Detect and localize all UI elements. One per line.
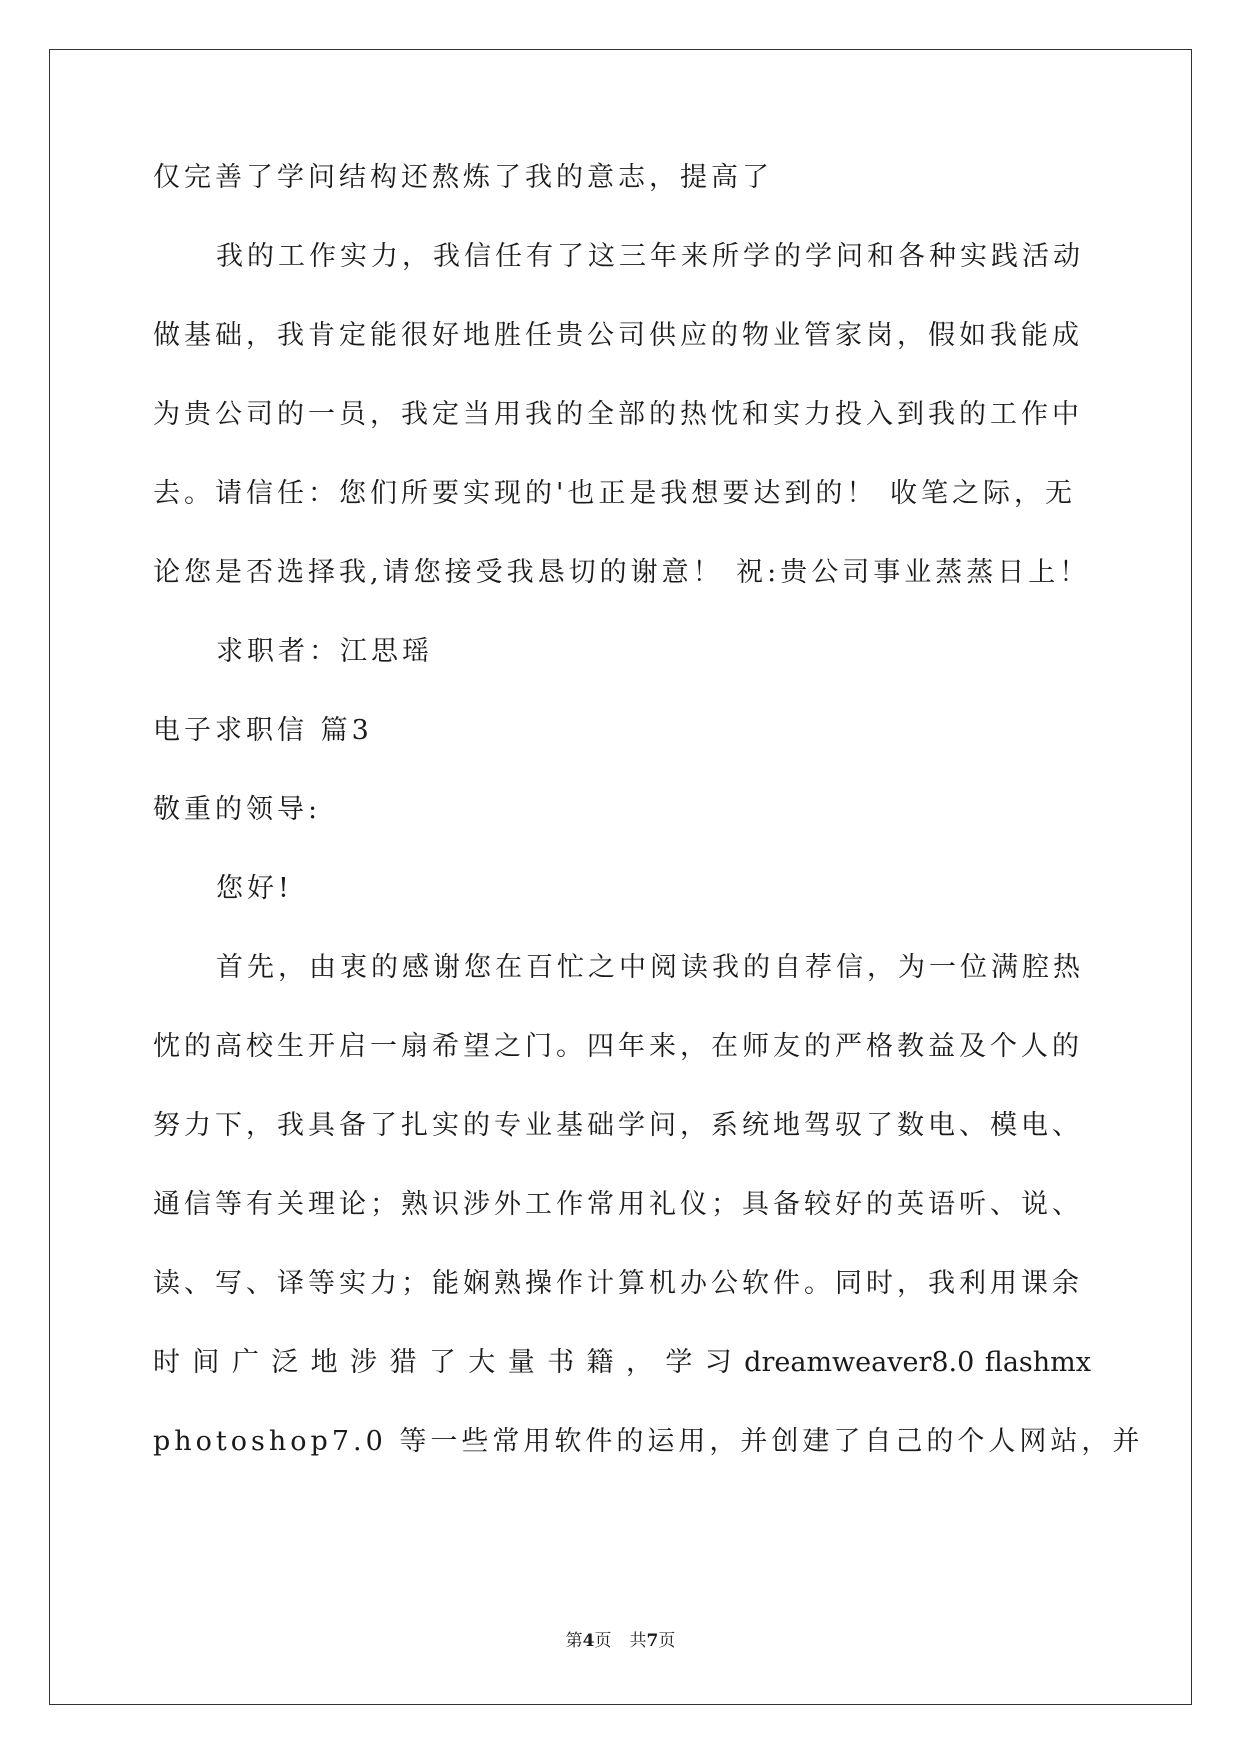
signature-line: 求职者：江思瑶 — [216, 636, 433, 667]
text-line: 论您是否选择我,请您接受我恳切的谢意！ 祝:贵公司事业蒸蒸日上！ — [153, 557, 1091, 588]
current-page-number: 4 — [582, 1631, 595, 1651]
text-line: 首先，由衷的感谢您在百忙之中阅读我的自荐信，为一位满腔热 — [216, 952, 1084, 983]
greeting: 您好! — [216, 873, 293, 904]
page-footer — [0, 1631, 1241, 1651]
text-line: 去。请信任：您们所要实现的'也正是我想要达到的！ 收笔之际，无 — [153, 478, 1077, 509]
text-line: 读、写、译等实力；能娴熟操作计算机办公软件。同时，我利用课余 — [153, 1268, 1083, 1299]
text-line: 时 间 广 泛 地 涉 猎 了 大 量 书 籍 ， 学 习 dreamweaver8.0 flashmx — [153, 1347, 1091, 1378]
text-line: 通信等有关理论；熟识涉外工作常用礼仪；具备较好的英语听、说、 — [153, 1189, 1083, 1220]
footer-total-suffix: 页 — [658, 1631, 676, 1651]
text-line: 努力下，我具备了扎实的专业基础学问，系统地驾驭了数电、模电、 — [153, 1110, 1083, 1141]
footer-total-prefix: 共 — [629, 1631, 647, 1651]
document-body — [153, 160, 1144, 1503]
text-line: 做基础，我肯定能很好地胜任贵公司供应的物业管家岗，假如我能成 — [153, 320, 1083, 351]
text-line: 我的工作实力，我信任有了这三年来所学的学问和各种实践活动 — [216, 241, 1084, 272]
text-line: 为贵公司的一员，我定当用我的全部的热忱和实力投入到我的工作中 — [153, 399, 1083, 430]
salutation: 敬重的领导: — [153, 794, 322, 825]
footer-prefix: 第 — [565, 1631, 583, 1651]
footer-page-suffix: 页 — [594, 1631, 612, 1651]
text-line: 忱的高校生开启一扇希望之门。四年来，在师友的严格教益及个人的 — [153, 1031, 1083, 1062]
text-line: 仅完善了学问结构还熬炼了我的意志，提高了 — [153, 162, 773, 193]
total-page-count: 7 — [646, 1631, 659, 1651]
section-heading: 电子求职信 篇3 — [153, 715, 373, 746]
text-line: photoshop7.0 等一些常用软件的运用，并创建了自己的个人网站，并 — [153, 1426, 1144, 1457]
